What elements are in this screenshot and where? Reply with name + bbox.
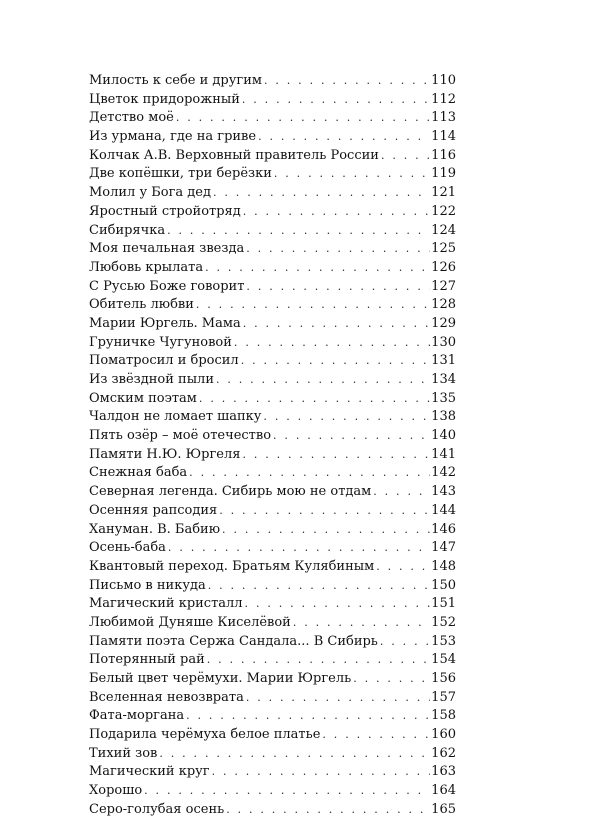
toc-entry-page-number: 160 [431,727,456,743]
dot-leader [168,539,430,558]
dot-leader [242,91,430,110]
dot-leader [246,240,430,259]
toc-entry [89,446,456,465]
toc-entry [89,203,456,222]
dot-leader [216,371,430,390]
toc-entry-title: Обитель любви [89,297,194,313]
dot-leader [263,408,430,427]
toc-entry [89,726,456,745]
toc-entry-page-number: 131 [431,353,456,369]
toc-entry [89,371,456,390]
toc-entry [89,278,456,297]
toc-entry-page-number: 124 [431,222,456,238]
dot-leader [274,165,430,184]
toc-entry-title: Белый цвет черёмухи. Марии Юргель [89,671,352,686]
toc-entry-title: Сибирячка [89,222,166,238]
toc-entry-title: Чалдон не ломает шапку [89,409,262,425]
dot-leader [226,801,430,820]
dot-leader [167,222,430,241]
toc-entry-page-number: 129 [431,315,456,331]
dot-leader [205,259,430,278]
toc-entry [89,745,456,764]
toc-entry-page-number: 157 [431,689,456,705]
dot-leader [376,558,430,577]
toc-entry-page-number: 148 [431,558,456,574]
toc-entry-title: Памяти Н.Ю. Юргеля [89,446,241,462]
toc-entry-title: Марии Юргель. Мама [89,315,241,331]
toc-entry [89,128,456,147]
dot-leader [196,296,430,315]
dot-leader [353,670,430,689]
toc-entry-page-number: 140 [431,428,456,444]
toc-entry-page-number: 112 [431,91,456,107]
toc-entry [89,782,456,801]
toc-entry-page-number: 119 [431,166,456,182]
dot-leader [222,521,430,540]
toc-entry-title: Осенняя рапсодия [89,502,218,518]
dot-leader [207,651,430,670]
toc-entry-page-number: 158 [431,708,456,724]
toc-entry-title: С Русью Боже говорит [89,278,245,294]
toc-entry [89,502,456,521]
dot-leader [199,390,430,409]
toc-entry-title: Тихий зов [89,745,158,761]
dot-leader [144,782,430,801]
toc-entry-page-number: 164 [431,783,456,799]
toc-entry [89,427,456,446]
toc-entry [89,222,456,241]
dot-leader [241,352,430,371]
toc-entry-title: Яростный стройотряд [89,203,241,219]
dot-leader [234,334,430,353]
dot-leader [273,427,430,446]
toc-entry [89,483,456,502]
toc-entry-title: Хануман. В. Бабию [89,521,221,537]
toc-entry [89,558,456,577]
dot-leader [219,502,430,521]
toc-entry-title: Колчак А.В. Верховный правитель России [89,147,379,163]
toc-entry-page-number: 142 [431,465,456,481]
toc-entry-page-number: 144 [431,502,456,518]
dot-leader [243,315,430,334]
toc-entry [89,259,456,278]
toc-entry-title: Хорошо [89,783,143,799]
toc-entry-title: Осень-баба [89,540,166,556]
dot-leader [322,726,430,745]
dot-leader [293,614,430,633]
toc-entry-title: Магический кристалл [89,596,243,612]
toc-entry-title: Магический круг [89,764,210,780]
toc-entry [89,296,456,315]
toc-entry-page-number: 162 [431,745,456,761]
toc-entry-title: Цветок придорожный [89,91,240,107]
toc-entry-title: Фата-моргана [89,708,185,724]
toc-entry-page-number: 146 [431,521,456,537]
toc-entry [89,633,456,652]
toc-entry [89,707,456,726]
dot-leader [189,464,430,483]
dot-leader [373,483,430,502]
toc-entry [89,147,456,166]
toc-entry-title: Из урмана, где на гриве [89,129,257,145]
toc-entry-page-number: 121 [431,185,456,201]
dot-leader [176,109,430,128]
toc-entry-page-number: 147 [431,540,456,556]
toc-entry [89,72,456,91]
toc-entry [89,315,456,334]
toc-entry-title: Омским поэтам [89,390,197,406]
toc-entry-page-number: 141 [431,446,456,462]
toc-entry-page-number: 150 [431,577,456,593]
toc-entry-page-number: 163 [431,764,456,780]
toc-entry [89,539,456,558]
toc-entry [89,577,456,596]
toc-entry [89,670,456,689]
dot-leader [208,577,430,596]
dot-leader [381,147,430,166]
toc-entry-page-number: 127 [431,278,456,294]
toc-entry-title: Из звёздной пыли [89,372,214,387]
toc-entry-title: Молил у Бога дед [89,185,212,201]
toc-entry-title: Вселенная невозврата [89,689,244,705]
toc-entry [89,165,456,184]
toc-entry-page-number: 138 [431,409,456,425]
toc-entry [89,334,456,353]
toc-entry [89,521,456,540]
toc-entry [89,184,456,203]
toc-entry-page-number: 152 [431,614,456,630]
toc-entry-title: Подарила черёмуха белое платье [89,727,321,743]
dot-leader [212,763,431,782]
toc-entry-page-number: 154 [431,652,456,668]
toc-entry-title: Милость к себе и другим [89,73,262,88]
toc-entry [89,408,456,427]
toc-entry-page-number: 151 [431,596,456,612]
dot-leader [243,203,430,222]
toc-entry-page-number: 114 [431,129,456,145]
toc-entry [89,91,456,110]
toc-entry-page-number: 122 [431,203,456,219]
toc-entry-title: Детство моё [89,110,174,126]
toc-entry [89,464,456,483]
toc-entry-page-number: 143 [431,484,456,500]
toc-entry-title: Груничке Чугуновой [89,334,232,350]
dot-leader [264,72,430,91]
toc-entry [89,651,456,670]
toc-entry-title: Снежная баба [89,465,188,481]
toc-entry [89,595,456,614]
dot-leader [246,689,430,708]
toc-entry [89,109,456,128]
toc-entry [89,689,456,708]
toc-entry-page-number: 153 [431,633,456,649]
toc-entry-page-number: 135 [431,390,456,406]
toc-entry-title: Поматросил и бросил [89,353,239,369]
toc-entry-page-number: 126 [431,259,456,275]
toc-entry-title: Пять озёр – моё отечество [89,428,272,444]
toc-entry [89,801,456,820]
toc-entry-page-number: 125 [431,241,456,257]
toc-entry [89,352,456,371]
toc-entry-title: Любовь крылата [89,259,204,275]
dot-leader [246,278,430,297]
toc-entry-page-number: 128 [431,297,456,313]
toc-entry [89,614,456,633]
toc-entry-page-number: 110 [431,73,456,88]
toc-entry [89,763,456,782]
toc-entry-page-number: 113 [431,110,456,126]
dot-leader [186,707,430,726]
toc-entry-title: Памяти поэта Сержа Сандала... В Сибирь [89,633,378,649]
toc-entry [89,240,456,259]
toc-entry-title: Квантовый переход. Братьям Кулябиным [89,558,375,574]
toc-entry-page-number: 156 [431,671,456,686]
dot-leader [159,745,430,764]
toc-entry [89,390,456,409]
toc-entry-page-number: 165 [431,801,456,817]
toc-entry-title: Две копёшки, три берёзки [89,166,272,182]
toc-entry-title: Серо-голубая осень [89,801,225,817]
toc-entry-title: Северная легенда. Сибирь мою не отдам [89,484,372,500]
dot-leader [258,128,430,147]
table-of-contents [89,72,456,820]
toc-entry-page-number: 116 [431,147,456,163]
dot-leader [380,633,430,652]
dot-leader [213,184,430,203]
toc-entry-title: Потерянный рай [89,652,205,668]
toc-entry-title: Любимой Дуняше Киселёвой [89,614,291,630]
dot-leader [245,595,431,614]
toc-entry-page-number: 134 [431,372,456,387]
toc-entry-title: Письмо в никуда [89,577,206,593]
dot-leader [242,446,430,465]
toc-entry-title: Моя печальная звезда [89,241,245,257]
toc-entry-page-number: 130 [431,334,456,350]
